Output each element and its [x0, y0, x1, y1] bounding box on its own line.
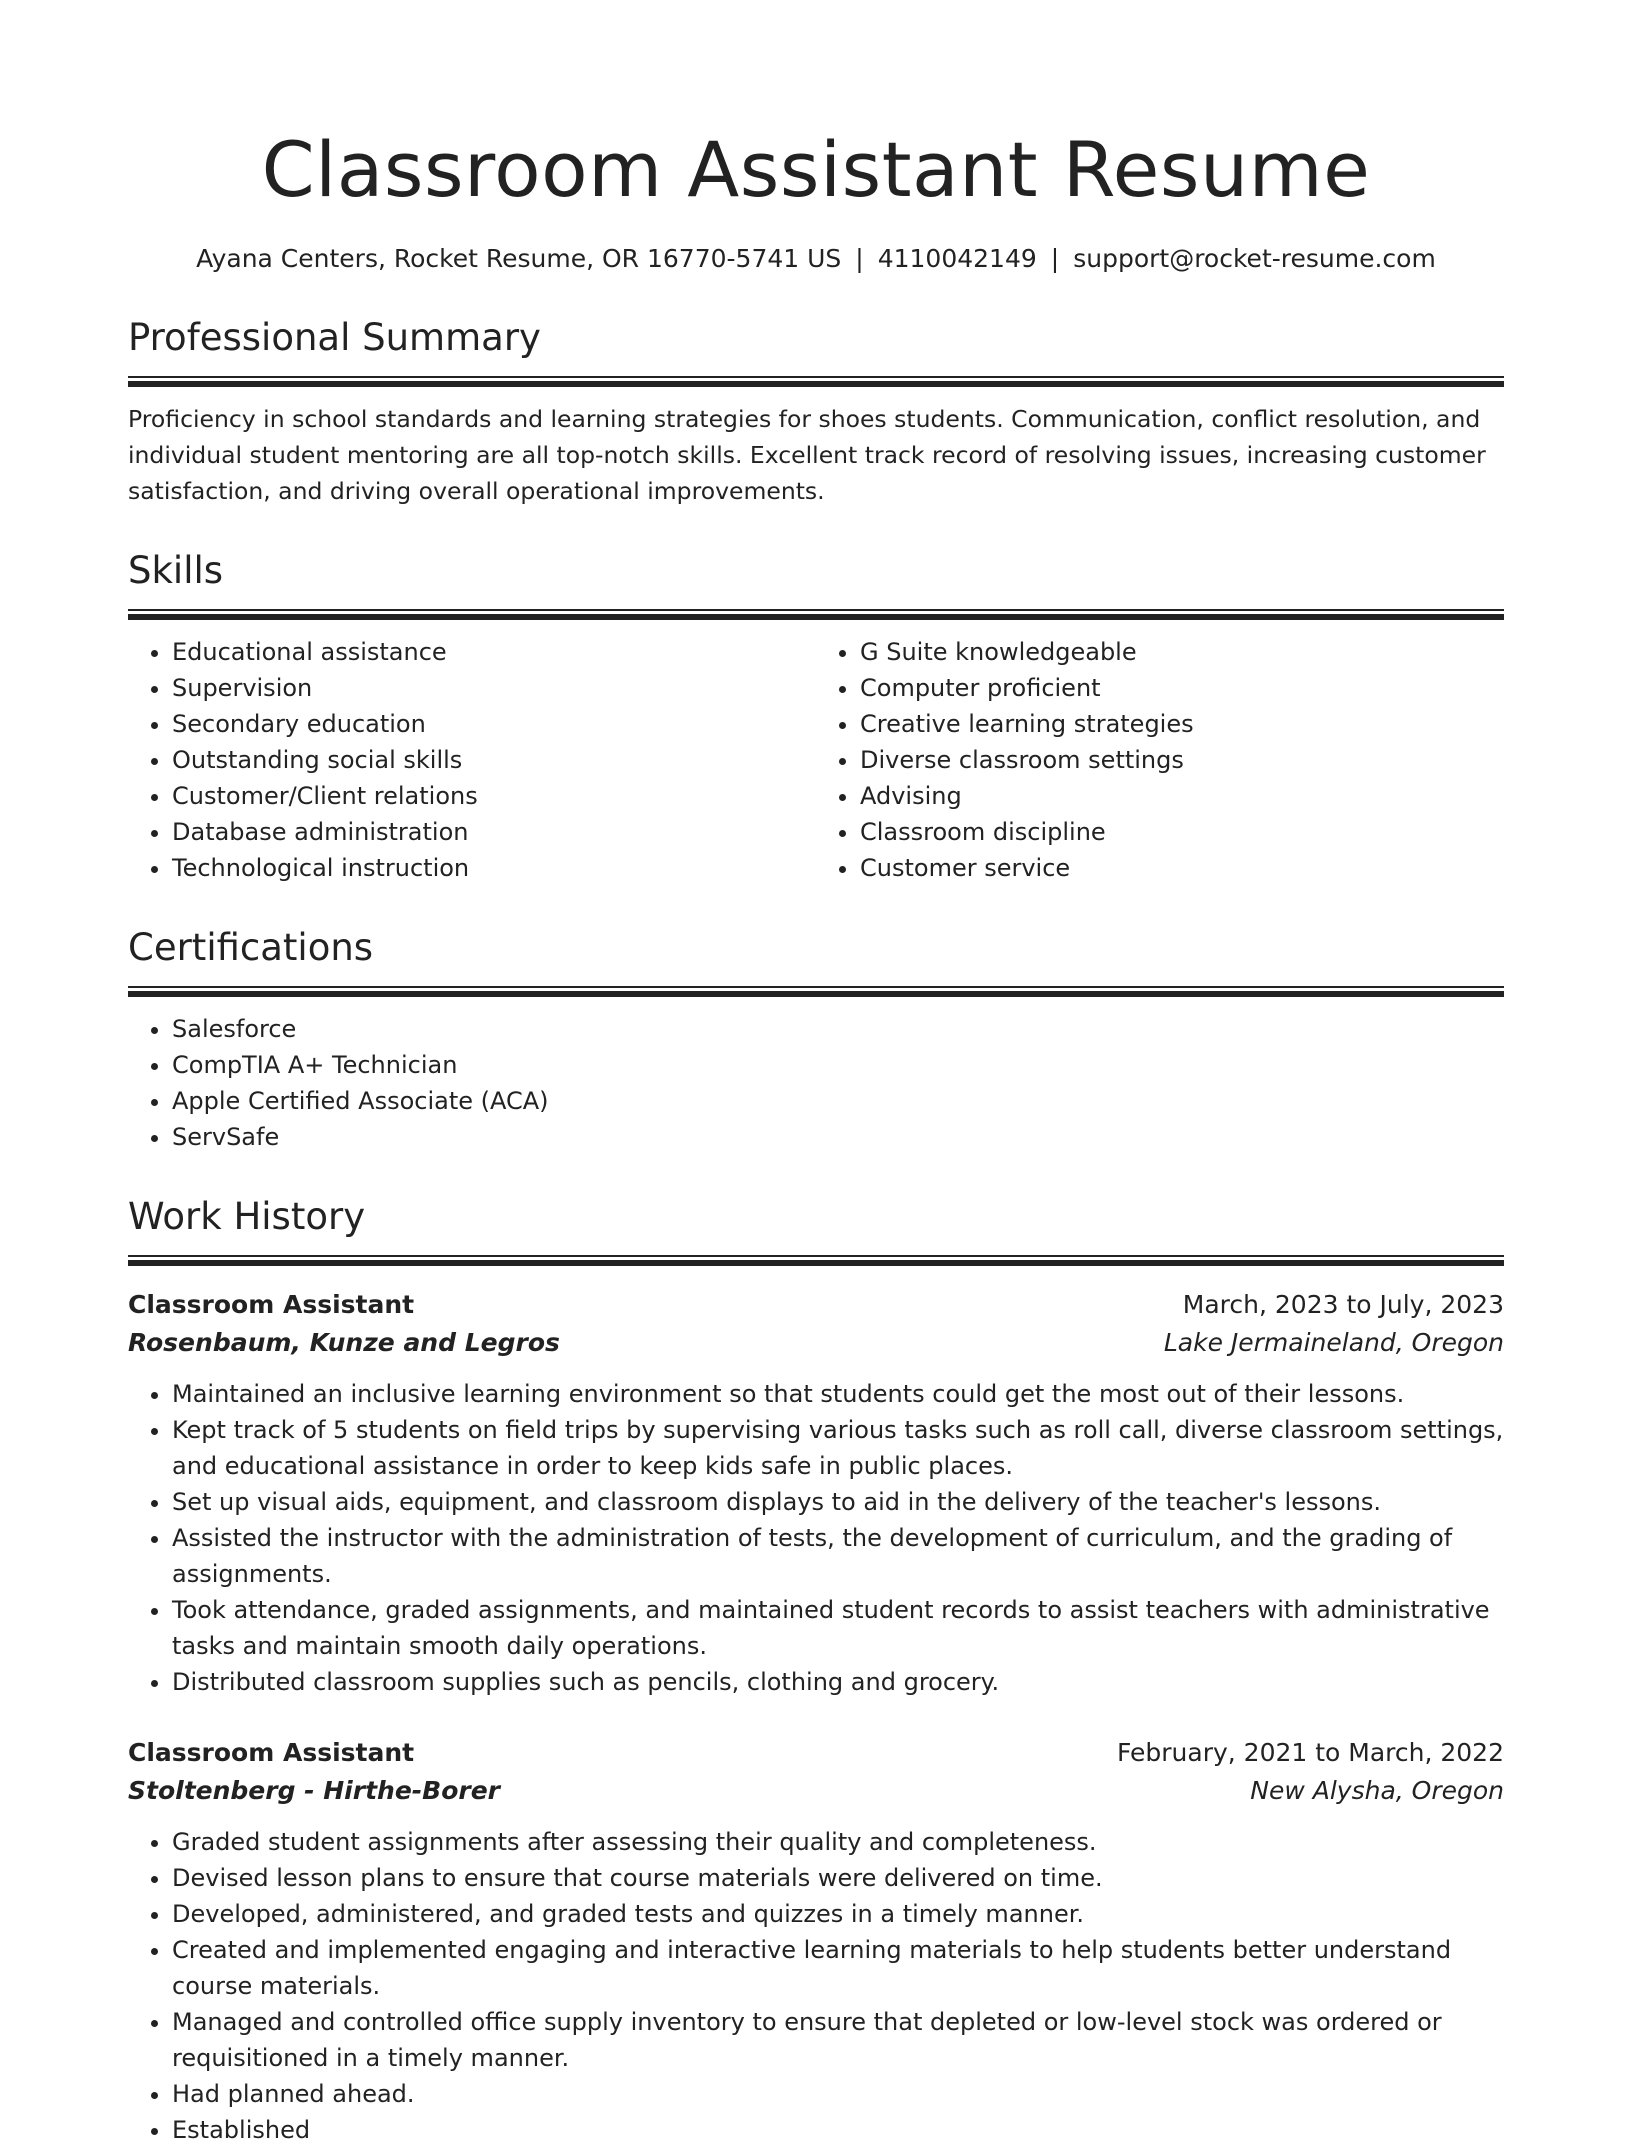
skills-columns [128, 620, 1504, 886]
section-divider [128, 609, 1504, 620]
skill-item: • Database administration [172, 814, 816, 850]
certification-item: • ServSafe [172, 1119, 1504, 1155]
job-title: Classroom Assistant [128, 1738, 415, 1767]
job-duty: • Maintained an inclusive learning environment so that students could get the most out of their lessons. [172, 1376, 1504, 1412]
certification-item: • Salesforce [172, 1011, 1504, 1047]
job-header [128, 1734, 1504, 1772]
contact-address: Ayana Centers, Rocket Resume, OR 16770-5741 US [196, 244, 842, 273]
skills-list-right [816, 634, 1504, 886]
job-duties [128, 1824, 1504, 2148]
skill-item: • Educational assistance [172, 634, 816, 670]
skills-section [128, 547, 1504, 886]
contact-separator: | [1050, 244, 1060, 273]
summary-section [128, 314, 1504, 509]
work-history-heading: Work History [128, 1195, 366, 1238]
job-subheader [128, 1324, 1504, 1362]
job-duty: • Developed, administered, and graded tests and quizzes in a timely manner. [172, 1896, 1504, 1932]
summary-text: Proficiency in school standards and learning strategies for shoes students. Communication, conflict resolution, and individual student mentoring are all top-notch skills. Excellent track record of resolving issues, increasing customer satisfaction, and driving overall operational improvements. [128, 405, 1486, 505]
certification-item: • Apple Certified Associate (ACA) [172, 1083, 1504, 1119]
job-location: New Alysha, Oregon [1250, 1776, 1504, 1805]
skill-item: • Classroom discipline [860, 814, 1504, 850]
resume-title: Classroom Assistant Resume [261, 125, 1371, 214]
certifications-heading: Certifications [128, 926, 374, 969]
job-subheader [128, 1772, 1504, 1810]
job-duty: • Distributed classroom supplies such as pencils, clothing and grocery. [172, 1664, 1504, 1700]
job-company: Stoltenberg - Hirthe-Borer [128, 1776, 501, 1805]
job-header [128, 1286, 1504, 1324]
work-history-section [128, 1193, 1504, 2148]
job-duty: • Managed and controlled office supply inventory to ensure that depleted or low-level stock was ordered or requisitioned in a timely manner. [172, 2004, 1504, 2076]
skill-item: • Outstanding social skills [172, 742, 816, 778]
resume-content [128, 124, 1504, 2148]
skill-item: • Diverse classroom settings [860, 742, 1504, 778]
skill-item: • Advising [860, 778, 1504, 814]
job-duty: • Created and implemented engaging and interactive learning materials to help students better understand course materials. [172, 1932, 1504, 2004]
job-company: Rosenbaum, Kunze and Legros [128, 1328, 560, 1357]
skills-heading: Skills [128, 549, 224, 592]
section-divider [128, 1255, 1504, 1266]
job-duties [128, 1376, 1504, 1700]
skill-item: • Computer proficient [860, 670, 1504, 706]
contact-phone: 4110042149 [877, 244, 1037, 273]
skills-list-left [128, 634, 816, 886]
certifications-list [128, 1011, 1504, 1155]
job-duty: • Graded student assignments after assessing their quality and completeness. [172, 1824, 1504, 1860]
summary-heading: Professional Summary [128, 316, 541, 359]
contact-line [128, 242, 1504, 276]
contact-separator: | [855, 244, 864, 273]
job-location: Lake Jermaineland, Oregon [1163, 1328, 1504, 1357]
job-duty: • Assisted the instructor with the administration of tests, the development of curriculum, and the grading of assignments. [172, 1520, 1504, 1592]
job-title: Classroom Assistant [128, 1290, 415, 1319]
skill-item: • G Suite knowledgeable [860, 634, 1504, 670]
certifications-section [128, 924, 1504, 1155]
job-entry [128, 1734, 1504, 2148]
skill-item: • Technological instruction [172, 850, 816, 886]
job-duty: • Set up visual aids, equipment, and classroom displays to aid in the delivery of the teacher's lessons. [172, 1484, 1504, 1520]
skill-item: • Secondary education [172, 706, 816, 742]
job-duty: • Took attendance, graded assignments, and maintained student records to assist teachers with administrative tasks and maintain smooth daily operations. [172, 1592, 1504, 1664]
skill-item: • Supervision [172, 670, 816, 706]
section-divider [128, 986, 1504, 997]
job-duty: • Had planned ahead. [172, 2076, 1504, 2112]
section-divider [128, 376, 1504, 387]
skill-item: • Customer/Client relations [172, 778, 816, 814]
contact-email: support@rocket-resume.com [1073, 244, 1436, 273]
skill-item: • Customer service [860, 850, 1504, 886]
job-duty: • Kept track of 5 students on field trips by supervising various tasks such as roll call, diverse classroom settings, and educational assistance in order to keep kids safe in public places. [172, 1412, 1504, 1484]
job-dates: March, 2023 to July, 2023 [1182, 1290, 1504, 1319]
job-duty: • Devised lesson plans to ensure that course materials were delivered on time. [172, 1860, 1504, 1896]
job-dates: February, 2021 to March, 2022 [1116, 1738, 1504, 1767]
job-entry [128, 1286, 1504, 1700]
job-duty: • Established [172, 2112, 1504, 2148]
skill-item: • Creative learning strategies [860, 706, 1504, 742]
certification-item: • CompTIA A+ Technician [172, 1047, 1504, 1083]
